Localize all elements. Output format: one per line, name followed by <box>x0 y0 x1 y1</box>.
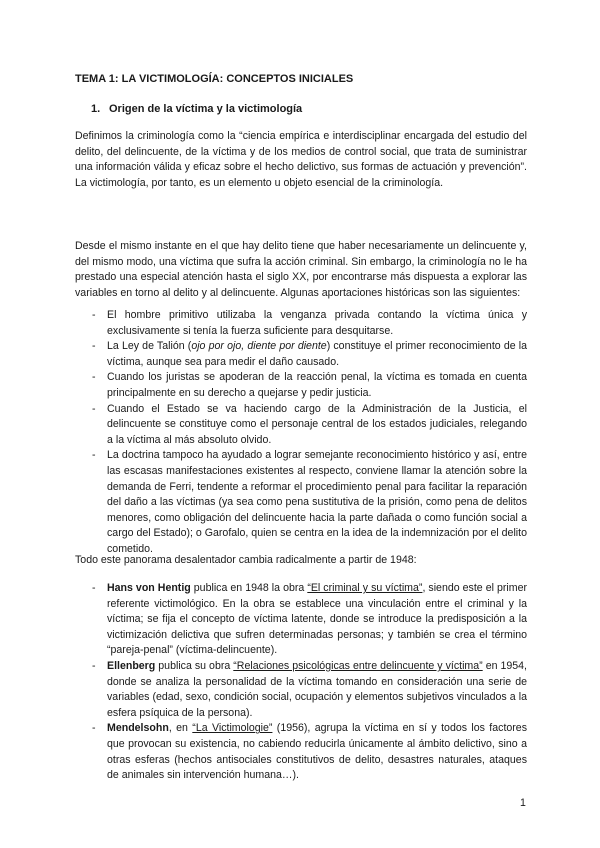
bullet-dash: - <box>92 722 96 735</box>
authors-list <box>75 581 527 784</box>
document-title: TEMA 1: LA VICTIMOLOGÍA: CONCEPTOS INICIALES <box>75 73 354 85</box>
list-item-text: en 1954, donde se analiza la personalidad de la víctima tomando en consideración una serie de variables (edad, sexo, condición social, ocupación y elementos subjetivos vinculados a la esfera psíquica de la persona). <box>107 659 527 719</box>
list-item-text: La Ley de Talión ( <box>107 340 192 353</box>
list-item-italic: ojo por ojo, diente por diente <box>191 340 327 353</box>
bullet-dash: - <box>92 659 96 672</box>
page-number: 1 <box>520 797 526 809</box>
paragraph-1948-intro: Todo este panorama desalentador cambia radicalmente a partir de 1948: <box>75 554 417 566</box>
author-name: Ellenberg <box>107 659 156 672</box>
list-item-text: ) constituye el primer reconocimiento de la víctima, aunque sea para medir el daño causado. <box>107 340 528 368</box>
paragraph-history-intro: Desde el mismo instante en el que hay delito tiene que haber necesariamente un delincuente y, del mismo modo, una víctima que sufra la acción criminal. Sin embargo, la criminología no le ha prestado una especial atención hasta el siglo XX, por encontrarse más dispuesta a explorar las variables en torno al delito y al delincuente. Algunas aportaciones históricas son las siguientes: <box>75 240 527 299</box>
bullet-dash: - <box>92 309 96 321</box>
bullet-dash: - <box>92 402 96 415</box>
work-title: “Relaciones psicológicas entre delincuente y víctima” <box>233 659 483 672</box>
list-item-mendelsohn <box>75 721 527 783</box>
author-name: Mendelsohn <box>107 722 169 735</box>
list-item-text: Cuando los juristas se apoderan de la reacción penal, la víctima es tomada en cuenta principalmente en su derecho a quejarse y pedir justicia. <box>107 371 527 399</box>
section-title: Origen de la víctima y la victimología <box>109 103 303 115</box>
list-item-text: (1956), agrupa la víctima en sí y todos los factores que provocan su existencia, no cabiendo reducirla únicamente al ámbito delictivo, sino a otras esferas (hechos antisociales constitutivos de delito, desastres naturales, ataques de animales sin intervención humana…). <box>107 722 527 782</box>
list-item-text: Cuando el Estado se va haciendo cargo de la Administración de la Justicia, el delincuente se constituye como el personaje central de los estados judiciales, relegando a la víctima al más absoluto olvido. <box>107 402 527 446</box>
bullet-dash: - <box>92 449 96 462</box>
author-name: Hans von Hentig <box>107 582 191 594</box>
list-item <box>75 402 527 449</box>
list-item-text: , siendo este el primer referente victimológico. En la obra se establece una vinculación entre el criminal y la víctima; se fija el concepto de víctima latente, donde se introduce la predisposición a la victimización delictiva que sufren determinadas personas; y también se crea el término “pareja-penal” (víctima-delincuente). <box>107 582 527 657</box>
list-item <box>75 448 527 557</box>
list-item <box>75 370 527 401</box>
list-item <box>75 339 527 370</box>
list-item-hentig <box>75 581 527 659</box>
work-title: “La Victimologie” <box>192 722 273 735</box>
list-item-text: El hombre primitivo utilizaba la venganza privada contando la víctima única y exclusivamente si tenía la fuerza suficiente para desquitarse. <box>107 309 527 337</box>
bullet-dash: - <box>92 582 96 594</box>
historical-contributions-list <box>75 308 527 558</box>
list-item-text: publica en 1948 la obra <box>190 582 308 594</box>
list-item <box>75 308 527 339</box>
paragraph-definition: Definimos la criminología como la “ciencia empírica e interdisciplinar encargada del estudio del delito, del delincuente, de la víctima y de los medios de control social, que trata de suministrar una información válida y eficaz sobre el hecho delictivo, sus formas de actuación y prevención”. La victimología, por tanto, es un elemento u objeto esencial de la criminología. <box>75 130 527 189</box>
list-item-text: La doctrina tampoco ha ayudado a lograr semejante reconocimiento histórico y así, entre las escasas manifestaciones existentes al respecto, conviene llamar la atención sobre la demanda de Ferri, tendente a reformar el procedimiento penal para facilitar la reparación del daño a las víctimas (ya sea como pena sustitutiva de la prisión, como pena de delitos menores, como obligación del delincuente hacia la parte dañada o como función social a cargo del Estado); o Garofalo, quien se centra en la idea de la indemnización por el delito cometido. <box>107 449 527 555</box>
bullet-dash: - <box>92 371 96 384</box>
list-item-ellenberg <box>75 659 527 721</box>
work-title: “El criminal y su víctima” <box>307 582 423 594</box>
list-item-text: , en <box>168 722 193 735</box>
section-heading <box>91 103 302 115</box>
bullet-dash: - <box>92 340 96 353</box>
section-number: 1. <box>91 103 101 115</box>
list-item-text: publica su obra <box>155 659 234 672</box>
